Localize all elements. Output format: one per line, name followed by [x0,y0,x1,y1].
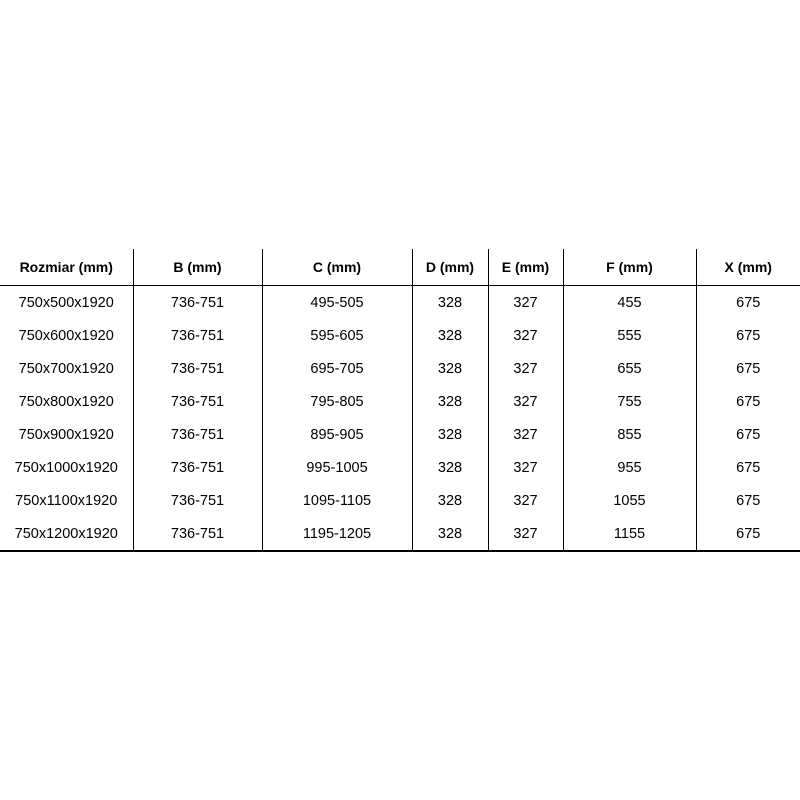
cell-rozmiar: 750x1200x1920 [0,517,133,551]
cell-d: 328 [412,385,488,418]
cell-e: 327 [488,484,563,517]
cell-rozmiar: 750x700x1920 [18,360,114,377]
cell-x: 675 [696,451,800,484]
cell-b: 736-751 [133,484,262,517]
cell-c: 595-605 [262,319,412,352]
cell-c: 895-905 [262,418,412,451]
cell-b: 736-751 [133,451,262,484]
table-row [0,484,800,517]
cell-e: 327 [488,319,563,352]
cell-rozmiar: 750x600x1920 [18,327,114,344]
cell-e: 327 [488,451,563,484]
cell-rozmiar: 750x900x1920 [18,426,114,443]
cell-b: 736-751 [133,319,262,352]
cell-c: 495-505 [262,286,412,320]
cell-rozmiar: 750x800x1920 [18,393,114,410]
cell-b: 736-751 [133,352,262,385]
cell-c: 695-705 [262,352,412,385]
cell-f: 755 [563,385,696,418]
cell-b: 736-751 [133,517,262,551]
cell-rozmiar: 750x1100x1920 [15,492,118,509]
cell-x: 675 [696,517,800,551]
cell-b: 736-751 [133,286,262,320]
cell-x: 675 [696,484,800,517]
cell-e: 327 [488,517,563,551]
cell-f: 855 [563,418,696,451]
cell-b: 736-751 [133,385,262,418]
cell-f: 555 [563,319,696,352]
header-x: X (mm) [696,249,800,286]
cell-e: 327 [488,286,563,320]
cell-f: 1055 [563,484,696,517]
cell-f: 955 [563,451,696,484]
cell-c: 995-1005 [262,451,412,484]
cell-x: 675 [696,418,800,451]
cell-rozmiar: 750x1000x1920 [14,459,118,476]
header-e: E (mm) [488,249,563,286]
cell-x: 675 [696,352,800,385]
dimensions-table [0,249,800,552]
header-f: F (mm) [563,249,696,286]
cell-e: 327 [488,352,563,385]
cell-c: 1095-1105 [262,484,412,517]
cell-d: 328 [412,319,488,352]
cell-c: 1195-1205 [262,517,412,551]
table-row [0,418,800,451]
cell-f: 655 [563,352,696,385]
cell-x: 675 [696,319,800,352]
cell-d: 328 [412,484,488,517]
dimensions-table-container [0,249,800,552]
cell-b: 736-751 [133,418,262,451]
header-b: B (mm) [133,249,262,286]
table-row [0,385,800,418]
table-row [0,286,800,320]
header-d: D (mm) [412,249,488,286]
table-row [0,517,800,551]
cell-d: 328 [412,451,488,484]
cell-f: 1155 [563,517,696,551]
cell-x: 675 [696,286,800,320]
header-rozmiar: Rozmiar (mm) [0,249,133,286]
cell-e: 327 [488,418,563,451]
cell-rozmiar: 750x500x1920 [18,294,114,311]
cell-c: 795-805 [262,385,412,418]
cell-d: 328 [412,517,488,551]
cell-d: 328 [412,286,488,320]
header-c: C (mm) [262,249,412,286]
cell-x: 675 [696,385,800,418]
cell-e: 327 [488,385,563,418]
cell-d: 328 [412,352,488,385]
table-header-row [0,249,800,286]
table-row [0,352,800,385]
table-row [0,319,800,352]
cell-d: 328 [412,418,488,451]
cell-f: 455 [563,286,696,320]
table-row [0,451,800,484]
